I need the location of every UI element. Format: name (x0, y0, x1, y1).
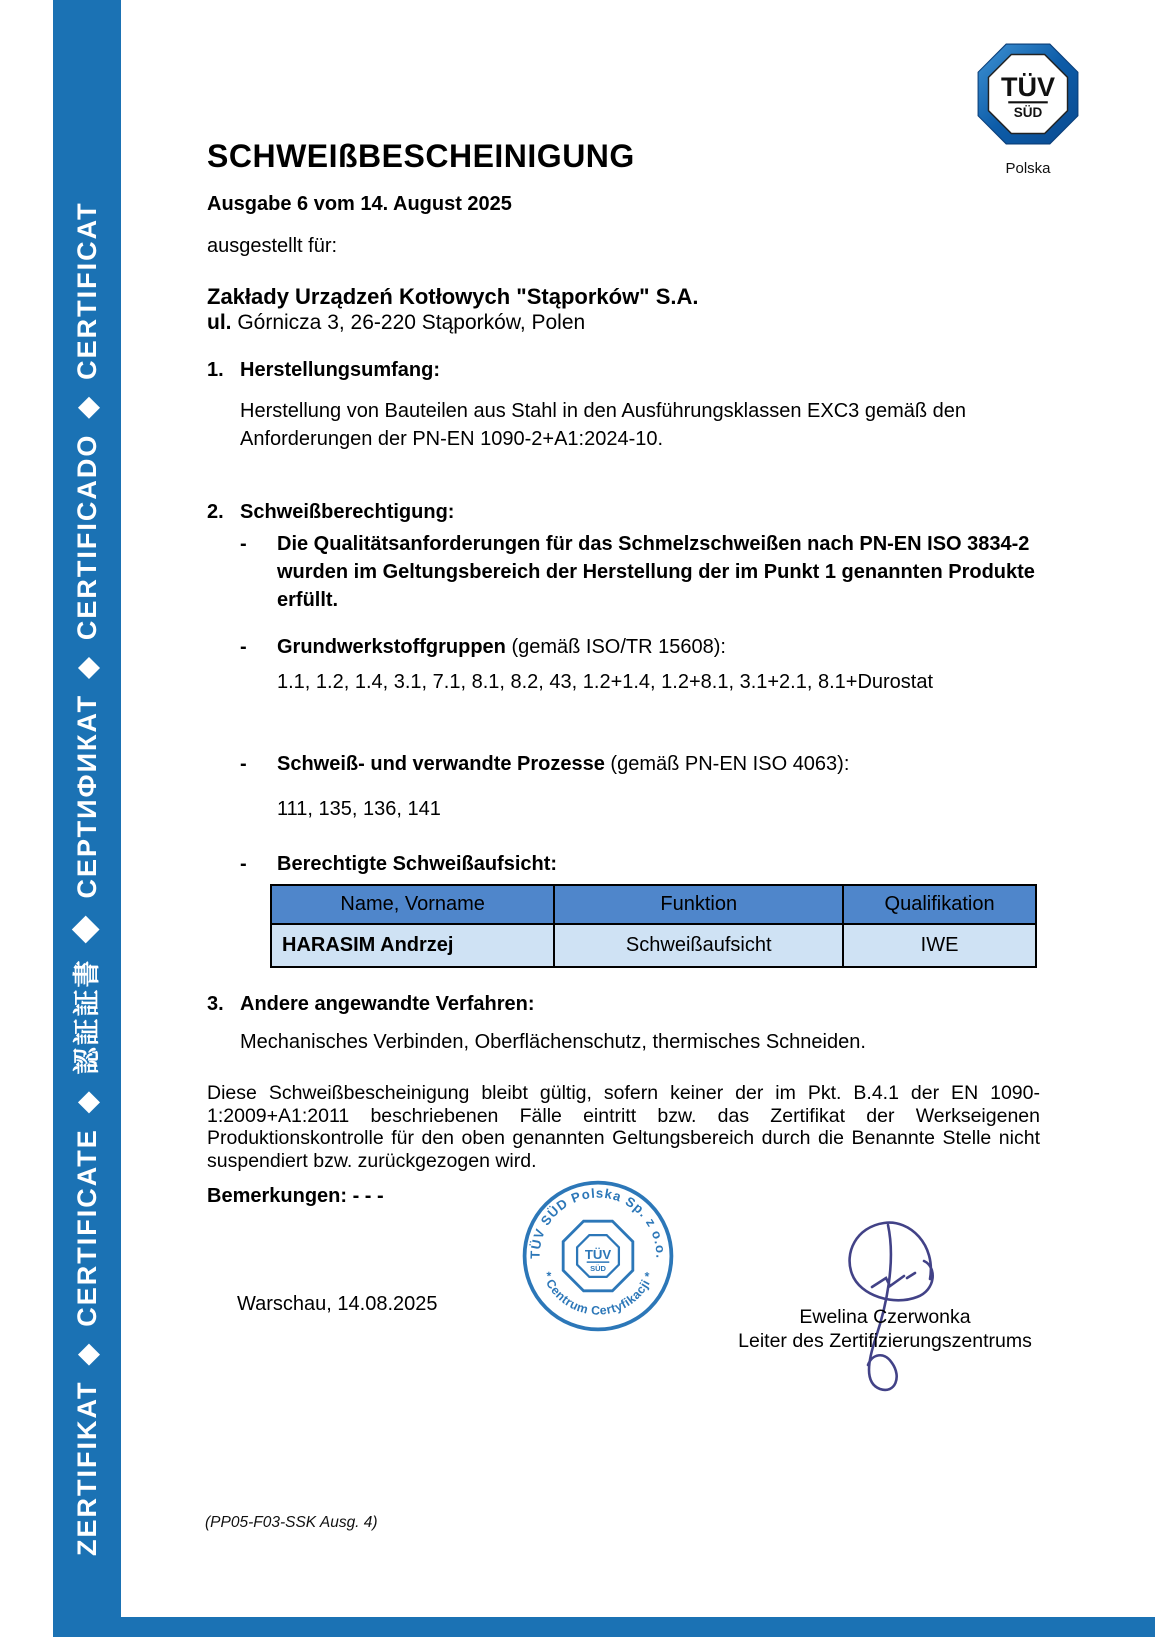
bullet-dash: - (240, 753, 247, 775)
document-form-id: (PP05-F03-SSK Ausg. 4) (205, 1514, 378, 1531)
company-block (207, 283, 1040, 336)
supervision-label: Berechtigte Schweißaufsicht: (277, 853, 558, 875)
logo-tuv-text: TÜV (1000, 72, 1056, 103)
processes-bullet (240, 750, 1040, 778)
stamp-arc-top-text: TÜV SÜD Polska Sp. z o.o. (527, 1185, 669, 1260)
issue-line: Ausgabe 6 vom 14. August 2025 (207, 193, 512, 215)
stamp-arc-bottom-text: * Centrum Certyfikacji * (539, 1270, 657, 1318)
section-2-title: Schweißberechtigung: (240, 501, 455, 523)
material-groups-label: Grundwerkstoffgruppen (277, 636, 506, 658)
remarks-label: Bemerkungen: (207, 1185, 348, 1208)
quality-statement-text: Die Qualitätsanforderungen für das Schmelzschweißen nach PN-EN ISO 3834-2 wurden im Geltungsbereich der Herstellung der im Punkt 1 genannten Produkte erfüllt. (277, 533, 1035, 611)
quality-statement-bullet (240, 530, 1040, 614)
processes-label: Schweiß- und verwandte Prozesse (277, 753, 605, 775)
stamp-tuv-text: TÜV (584, 1246, 612, 1262)
table-header-row (271, 885, 1036, 924)
remarks-value: - - - (347, 1185, 384, 1208)
bottom-accent-strip (105, 1617, 1155, 1637)
section-3-body: Mechanisches Verbinden, Oberflächenschutz, thermisches Schneiden. (240, 1031, 866, 1053)
company-name: Zakłady Urządzeń Kotłowych "Stąporków" S.A. (207, 284, 699, 309)
certificate-title: SCHWEIßBESCHEINIGUNG (207, 138, 635, 174)
section-3-title: Andere angewandte Verfahren: (240, 993, 535, 1015)
section-1-heading (207, 358, 1040, 382)
signatory-name: Ewelina Czerwonka (799, 1306, 971, 1328)
section-1-number: 1. (207, 359, 224, 381)
signatory-role: Leiter des Zertifizierungszentrums (738, 1330, 1032, 1352)
section-3-heading (207, 992, 1040, 1016)
processes-suffix: (gemäß PN-EN ISO 4063): (604, 753, 850, 775)
table-cell-function: Schweißaufsicht (554, 924, 843, 967)
table-header-qualification: Qualifikation (843, 885, 1036, 924)
section-2-number: 2. (207, 501, 224, 523)
material-groups-values: 1.1, 1.2, 1.4, 3.1, 7.1, 8.1, 8.2, 43, 1.2+1.4, 1.2+8.1, 3.1+2.1, 8.1+Durostat (277, 671, 934, 693)
address-rest: Górnicza 3, 26-220 Stąporków, Polen (231, 311, 586, 334)
table-row (271, 924, 1036, 967)
logo-caption: Polska (1005, 160, 1051, 177)
processes-values: 111, 135, 136, 141 (277, 798, 441, 820)
material-groups-bullet (240, 633, 1040, 661)
validity-paragraph: Diese Schweißbescheinigung bleibt gültig, sofern keiner der im Pkt. B.4.1 der EN 1090-1:2009+A1:2011 beschriebenen Fälle eintritt bzw. das Zertifikat der Werkseigenen Produktionskontrolle für den oben genannten Geltungsbereich durch die Benannte Stelle nicht suspendiert bzw. zurückgezogen wird. (207, 1082, 1040, 1172)
material-groups-suffix: (gemäß ISO/TR 15608): (505, 636, 726, 658)
bullet-dash: - (240, 636, 247, 658)
logo-sud-text: SÜD (1013, 104, 1043, 120)
supervision-bullet (240, 850, 1040, 878)
section-1-body: Herstellung von Bauteilen aus Stahl in den Ausführungsklassen EXC3 gemäß den Anforderungen der PN-EN 1090-2+A1:2024-10. (240, 400, 967, 450)
processes-heading (277, 750, 1040, 778)
table-header-function: Funktion (554, 885, 843, 924)
material-groups-heading (277, 633, 1040, 661)
section-3-number: 3. (207, 993, 224, 1015)
section-2-heading (207, 500, 1040, 524)
signatory-block (720, 1305, 1050, 1353)
table-cell-name: HARASIM Andrzej (271, 924, 554, 967)
section-1-title: Herstellungsumfang: (240, 359, 441, 381)
welding-supervision-table (270, 884, 1037, 968)
place-and-date: Warschau, 14.08.2025 (237, 1293, 438, 1315)
bullet-dash: - (240, 533, 247, 555)
bullet-dash: - (240, 853, 247, 875)
issued-for-label: ausgestellt für: (207, 235, 338, 257)
company-address (207, 310, 1040, 336)
table-cell-qualification: IWE (843, 924, 1036, 967)
address-prefix: ul. (207, 311, 232, 334)
stamp-sud-text: SÜD (590, 1264, 606, 1274)
certificate-content (207, 0, 1040, 1208)
tuv-sud-round-stamp-icon (518, 1176, 678, 1336)
side-band-multilingual-text: ZERTIFIKAT ◆ CERTIFICATE ◆ 認証証書 ◆ СЕРТИФИКАТ ◆ CERTIFICADO ◆ CERTIFICAT (72, 201, 102, 1556)
table-header-name: Name, Vorname (271, 885, 554, 924)
